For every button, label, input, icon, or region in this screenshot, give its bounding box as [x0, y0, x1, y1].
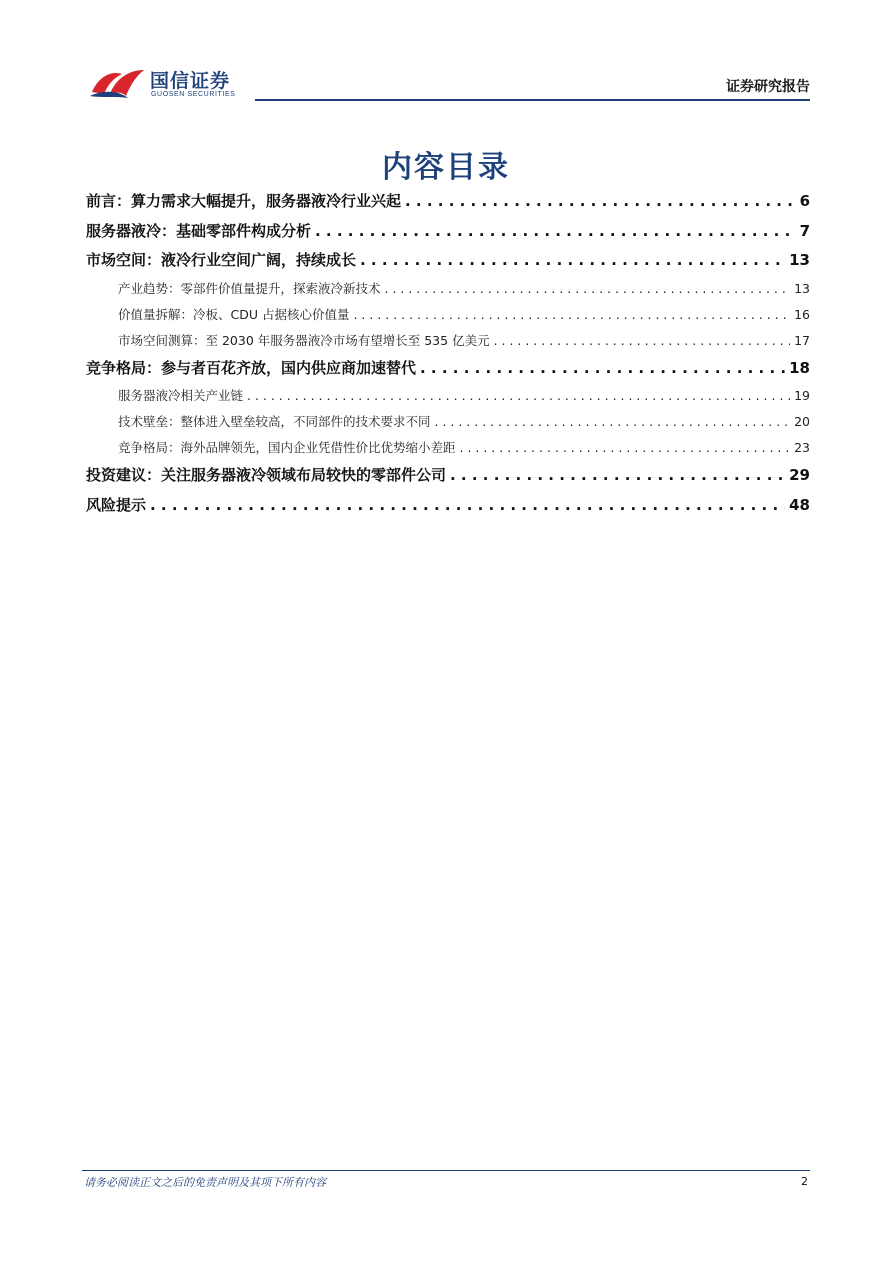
- toc-title: 内容目录: [382, 150, 510, 185]
- toc-subentry-page: 19: [794, 388, 810, 403]
- toc-subentry-label: 服务器液冷相关产业链: [118, 388, 244, 403]
- toc-subentry-label: 价值量拆解：冷板、CDU 占据核心价值量: [118, 306, 350, 322]
- toc-subentry[interactable]: [86, 331, 810, 357]
- toc-dot-leader: [360, 251, 785, 269]
- guosen-logo-icon: [88, 64, 148, 100]
- toc-dot-leader: [494, 333, 791, 348]
- toc-subentry[interactable]: [86, 386, 810, 412]
- toc-dot-leader: [247, 388, 790, 403]
- toc-subentry-label: 竞争格局：海外品牌领先，国内企业凭借性价比优势缩小差距: [118, 440, 456, 455]
- header-divider: [255, 99, 810, 101]
- toc-subentry-label: 技术壁垒：整体进入壁垒较高，不同部件的技术要求不同: [118, 414, 431, 429]
- toc-entry-page: 13: [789, 251, 810, 269]
- toc-entry-page: 6: [799, 192, 810, 210]
- toc-entry-label: 市场空间：液冷行业空间广阔，持续成长: [86, 251, 357, 269]
- toc-subentry[interactable]: [86, 279, 810, 305]
- logo-english-name: GUOSEN SECURITIES: [151, 91, 236, 98]
- toc-dot-leader: [420, 359, 785, 377]
- toc-subentry-label: 产业趋势：零部件价值量提升，探索液冷新技术: [118, 280, 381, 296]
- toc-entry[interactable]: [86, 249, 810, 279]
- toc-subentry[interactable]: [86, 305, 810, 331]
- toc-subentry-page: 13: [794, 280, 810, 296]
- guosen-logo: [88, 64, 258, 104]
- toc-dot-leader: [353, 307, 790, 322]
- toc-dot-leader: [405, 192, 796, 210]
- toc-entry[interactable]: [86, 494, 810, 524]
- page-header: [0, 0, 892, 104]
- report-type-label: 证券研究报告: [726, 79, 810, 95]
- toc-subentry-page: 17: [794, 332, 810, 348]
- toc-entry-page: 48: [789, 495, 810, 514]
- disclaimer-note: 请务必阅读正文之后的免责声明及其项下所有内容: [84, 1176, 326, 1189]
- toc-dot-leader: [435, 414, 791, 429]
- toc-subentry-page: 23: [794, 440, 810, 455]
- footer-divider: [82, 1170, 810, 1171]
- toc-entry-label: 服务器液冷：基础零部件构成分析: [86, 221, 312, 240]
- toc-entry-label: 前言：算力需求大幅提升，服务器液冷行业兴起: [86, 192, 402, 210]
- logo-chinese-name: 国信证券: [150, 70, 231, 92]
- toc-entry-page: 7: [799, 221, 810, 240]
- toc-dot-leader: [385, 281, 791, 296]
- toc-subentry-label: 市场空间测算：至 2030 年服务器液冷市场有望增长至 535 亿美元: [118, 332, 490, 348]
- toc-entry[interactable]: [86, 464, 810, 494]
- toc-subentry-page: 16: [794, 306, 810, 322]
- page-number: 2: [801, 1175, 808, 1188]
- toc-subentry[interactable]: [86, 412, 810, 438]
- toc-dot-leader: [150, 496, 785, 514]
- toc-dot-leader: [460, 440, 791, 455]
- toc-entry-label: 风险提示: [86, 495, 147, 514]
- toc-entry-page: 29: [789, 466, 810, 484]
- toc-entry-page: 18: [789, 358, 810, 377]
- toc-dot-leader: [450, 466, 785, 484]
- toc-subentry-page: 20: [794, 414, 810, 429]
- toc-subentry[interactable]: [86, 438, 810, 464]
- toc-entry-label: 投资建议：关注服务器液冷领域布局较快的零部件公司: [86, 466, 447, 484]
- toc-dot-leader: [315, 222, 796, 240]
- toc-entry[interactable]: [86, 220, 810, 250]
- toc-entry-label: 竞争格局：参与者百花齐放，国内供应商加速替代: [86, 358, 417, 377]
- toc-entry[interactable]: [86, 190, 810, 220]
- toc-entry[interactable]: [86, 357, 810, 387]
- table-of-contents: [86, 190, 810, 523]
